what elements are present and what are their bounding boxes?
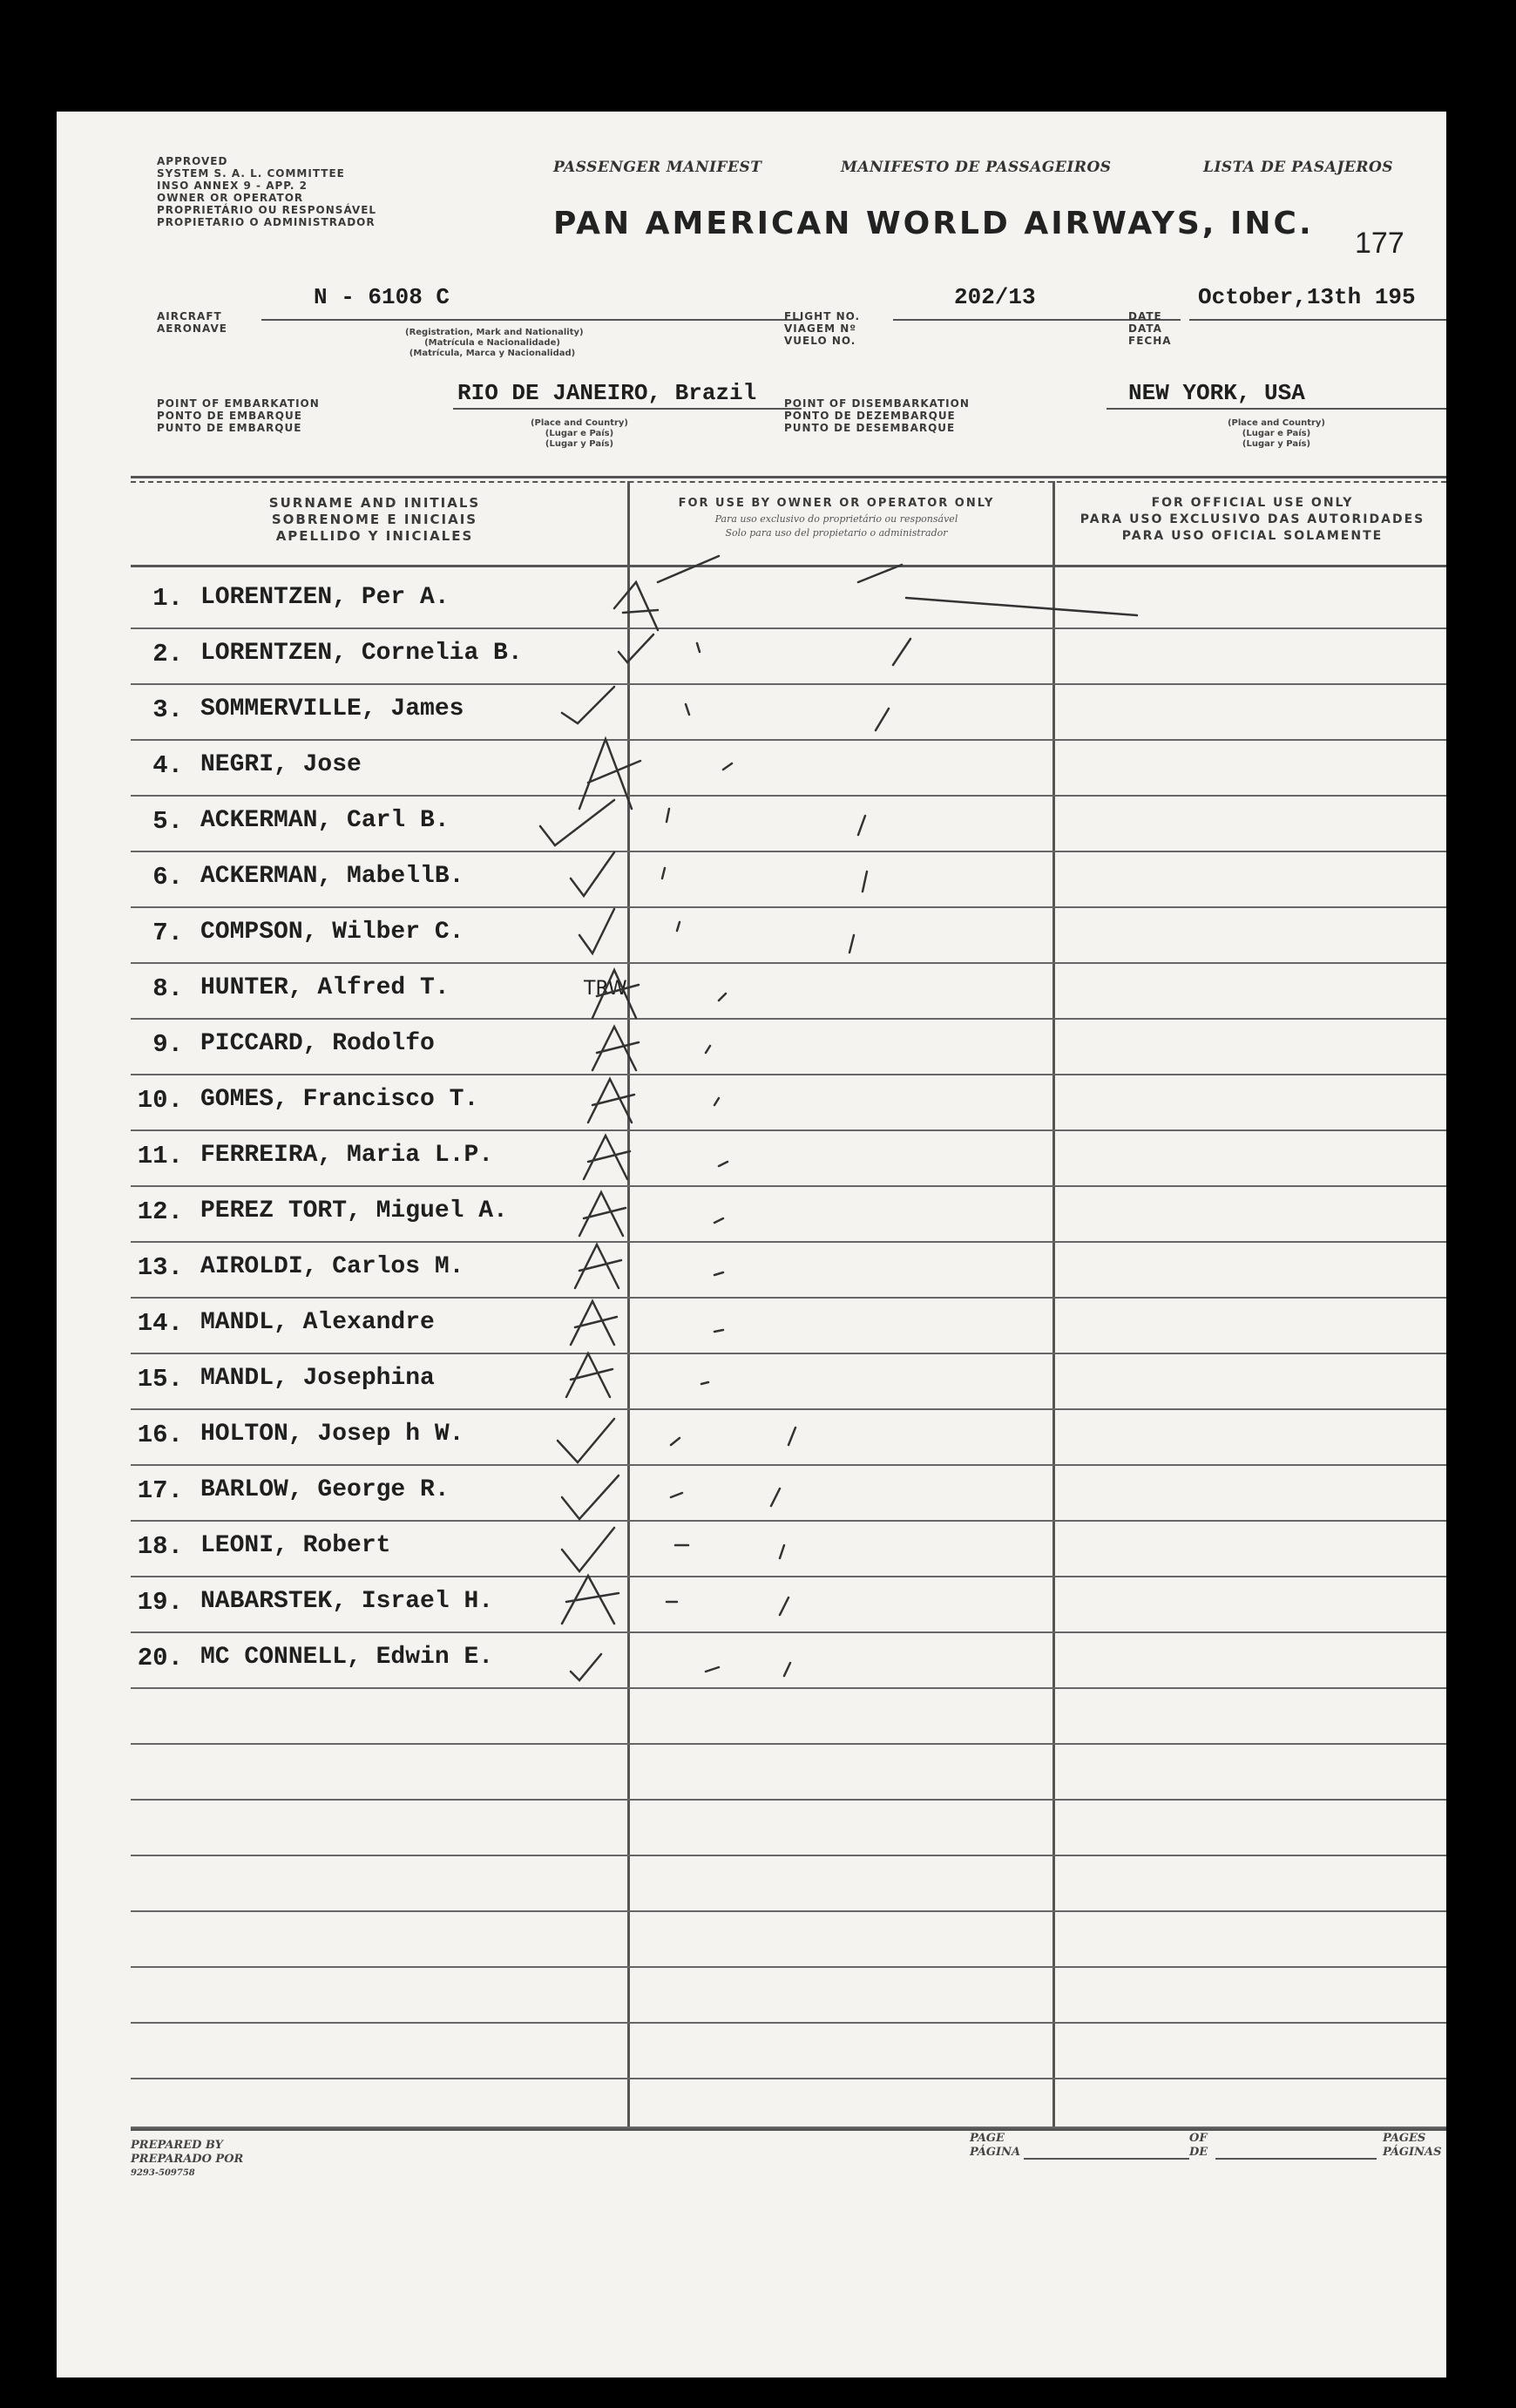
approval-line: PROPIETARIO O ADMINISTRADOR <box>157 216 376 228</box>
tick-mark-icon <box>893 639 910 665</box>
aircraft-sub-line: (Matrícula e Nacionalidade) <box>424 338 560 348</box>
prepared-label: PREPARADO POR <box>131 2153 244 2166</box>
disembarkation-label-line: PONTO DE DEZEMBARQUE <box>784 410 956 422</box>
footer-top-rule <box>131 2128 1446 2131</box>
embarkation-label-line: PONTO DE EMBARQUE <box>157 410 302 422</box>
approval-line: SYSTEM S. A. L. COMMITTEE <box>157 167 345 180</box>
handwritten-marks <box>57 112 1446 2377</box>
row-number: 9. <box>152 1030 183 1059</box>
row-number: 20. <box>137 1644 183 1672</box>
title-spanish: LISTA DE PASAJEROS <box>1203 159 1394 176</box>
date-label-line: FECHA <box>1128 335 1172 347</box>
disembarkation-sub-line: (Lugar e País) <box>1242 429 1311 438</box>
approval-line: PROPRIETÁRIO OU RESPONSÁVEL <box>157 204 377 216</box>
check-mark-icon <box>562 687 614 723</box>
aircraft-sub-line: (Matrícula, Marca y Nacionalidad) <box>409 349 576 358</box>
embarkation-label-line: POINT OF EMBARKATION <box>157 397 320 410</box>
col-header-line: APELLIDO Y INICIALES <box>275 528 474 544</box>
initial-mark-icon <box>614 582 658 630</box>
col-header-line: SURNAME AND INITIALS <box>268 495 481 511</box>
row-number: 16. <box>137 1421 183 1449</box>
approval-line: APPROVED <box>157 155 228 167</box>
manifest-page <box>57 112 1446 2377</box>
tick-mark-icon <box>780 1545 784 1558</box>
of-underline <box>1215 2158 1377 2160</box>
row-number: 19. <box>137 1588 183 1617</box>
tick-mark-icon <box>658 556 719 582</box>
passenger-name: HUNTER, Alfred T. <box>200 974 450 1001</box>
of-label-line: OF <box>1189 2132 1208 2145</box>
passenger-name: MANDL, Alexandre <box>200 1309 435 1336</box>
page-label <box>970 2132 1020 2160</box>
tick-mark-icon <box>686 704 689 715</box>
tick-mark-icon <box>701 1382 708 1384</box>
passenger-name: LEONI, Robert <box>200 1532 391 1559</box>
passenger-name: COMPSON, Wilber C. <box>200 919 464 946</box>
of-label <box>1189 2132 1208 2160</box>
tick-mark-icon <box>706 1667 719 1672</box>
check-mark-icon <box>571 852 614 896</box>
initial-mark-icon <box>584 1136 630 1179</box>
aircraft-label-line: AERONAVE <box>157 322 227 335</box>
pages-label <box>1383 2132 1441 2160</box>
date-label-line: DATE <box>1128 310 1162 322</box>
tick-mark-icon <box>697 643 700 652</box>
tick-mark-icon <box>719 994 726 1001</box>
passenger-name: PICCARD, Rodolfo <box>200 1030 435 1057</box>
passenger-name: ACKERMAN, Carl B. <box>200 807 450 834</box>
row-number: 10. <box>137 1086 183 1115</box>
tick-mark-icon <box>858 816 865 835</box>
check-mark-icon <box>579 909 614 953</box>
tick-mark-icon <box>714 1098 719 1105</box>
date-value: October,13th 195 <box>1198 284 1416 310</box>
tick-mark-icon <box>876 709 889 730</box>
disembarkation-sub-line: (Lugar y País) <box>1242 439 1311 449</box>
tick-mark-icon <box>723 763 732 770</box>
row-number: 4. <box>152 751 183 780</box>
passenger-name: NEGRI, Jose <box>200 751 362 778</box>
initial-mark-icon <box>571 1301 617 1345</box>
tick-mark-icon <box>784 1663 790 1676</box>
col-header-line: FOR USE BY OWNER OR OPERATOR ONLY <box>678 497 995 510</box>
form-code: 9293-509758 <box>131 2168 195 2178</box>
col-header-line: Para uso exclusivo do proprietário ou responsável <box>714 513 958 525</box>
embarkation-value: RIO DE JANEIRO, Brazil <box>457 380 757 406</box>
check-mark-icon <box>562 1528 614 1571</box>
of-label-line: DE <box>1189 2146 1208 2159</box>
flight-label-line: FLIGHT NO. <box>784 310 861 322</box>
initial-mark-icon <box>562 1576 619 1624</box>
flight-label-line: VIAGEM Nº <box>784 322 857 335</box>
initial-mark-icon <box>566 1353 612 1397</box>
initial-mark-icon <box>579 1192 626 1236</box>
col-header-line: FOR OFFICIAL USE ONLY <box>1151 496 1354 510</box>
tick-mark-icon <box>677 922 680 931</box>
passenger-name: NABARSTEK, Israel H. <box>200 1588 494 1615</box>
passenger-name: HOLTON, Josep h W. <box>200 1421 464 1448</box>
tick-mark-icon <box>780 1597 788 1615</box>
col-header-line: PARA USO EXCLUSIVO DAS AUTORIDADES <box>1079 512 1425 526</box>
initial-mark-icon <box>592 1027 639 1070</box>
prepared-by <box>131 2139 243 2181</box>
passenger-name: MC CONNELL, Edwin E. <box>200 1644 494 1671</box>
page-number: 177 <box>1355 227 1404 260</box>
embarkation-sub-line: (Place and Country) <box>530 418 629 428</box>
page-label-line: PAGE <box>970 2132 1005 2145</box>
tick-mark-icon <box>706 1046 710 1053</box>
check-mark-icon <box>619 634 653 662</box>
aircraft-sub-line: (Registration, Mark and Nationality) <box>405 328 584 337</box>
check-marks <box>540 556 1137 1680</box>
flight-label-line: VUELO NO. <box>784 335 856 347</box>
passenger-name: ACKERMAN, MabellB. <box>200 863 464 890</box>
tick-mark-icon <box>863 872 867 892</box>
row-number: 3. <box>152 695 183 724</box>
row-number: 15. <box>137 1365 183 1394</box>
passenger-name: BARLOW, George R. <box>200 1476 450 1503</box>
tick-mark-icon <box>788 1428 795 1445</box>
tick-mark-icon <box>719 1162 728 1166</box>
initial-mark-icon <box>579 739 640 809</box>
tick-mark-icon <box>858 565 902 582</box>
row-number: 8. <box>152 974 183 1003</box>
flight-value: 202/13 <box>954 284 1036 310</box>
embarkation-label-line: PUNTO DE EMBARQUE <box>157 422 302 434</box>
tick-mark-icon <box>667 809 669 822</box>
check-mark-icon <box>562 1475 619 1519</box>
row-number: 14. <box>137 1309 183 1338</box>
col-header-line: SOBRENOME E INICIAIS <box>271 512 478 527</box>
aircraft-value: N - 6108 C <box>314 284 450 310</box>
tick-mark-icon <box>714 1272 723 1275</box>
passenger-name: LORENTZEN, Cornelia B. <box>200 640 523 667</box>
tick-mark-icon <box>671 1493 682 1497</box>
disembarkation-label-line: PUNTO DE DESEMBARQUE <box>784 422 956 434</box>
passenger-name: FERREIRA, Maria L.P. <box>200 1142 494 1169</box>
row-number: 1. <box>152 584 183 613</box>
embarkation-sub-line: (Lugar e País) <box>545 429 614 438</box>
row-number: 5. <box>152 807 183 836</box>
passenger-name: LORENTZEN, Per A. <box>200 584 450 611</box>
passenger-name: MANDL, Josephina <box>200 1365 435 1392</box>
embarkation-sub-line: (Lugar y País) <box>545 439 614 449</box>
initial-mark-icon <box>592 970 639 1018</box>
col-header-line: Solo para uso del propietario o administrador <box>725 527 948 539</box>
title-english: PASSENGER MANIFEST <box>553 159 762 176</box>
passenger-name: AIROLDI, Carlos M. <box>200 1253 464 1280</box>
row-number: 11. <box>137 1142 183 1170</box>
row-number: 2. <box>152 640 183 668</box>
company-name: PAN AMERICAN WORLD AIRWAYS, INC. <box>553 206 1314 241</box>
tick-mark-icon <box>849 935 854 953</box>
passenger-name: PEREZ TORT, Miguel A. <box>200 1197 508 1224</box>
date-label-line: DATA <box>1128 322 1162 335</box>
pages-label-line: PAGES <box>1383 2132 1426 2145</box>
row-number: 6. <box>152 863 183 892</box>
check-mark-icon <box>540 800 614 845</box>
tick-mark-icon <box>662 868 665 878</box>
page-underline <box>1024 2158 1189 2160</box>
tick-mark-icon <box>906 598 1137 615</box>
row-number: 13. <box>137 1253 183 1282</box>
passenger-name: SOMMERVILLE, James <box>200 695 464 722</box>
disembarkation-label-line: POINT OF DISEMBARKATION <box>784 397 970 410</box>
title-portuguese: MANIFESTO DE PASSAGEIROS <box>841 159 1112 176</box>
initial-mark-icon <box>575 1245 621 1288</box>
row-number: 7. <box>152 919 183 947</box>
handwritten-note: TRW <box>584 978 627 1000</box>
check-mark-icon <box>571 1654 601 1680</box>
row-number: 12. <box>137 1197 183 1226</box>
tick-mark-icon <box>714 1218 723 1223</box>
disembarkation-value: NEW YORK, USA <box>1128 380 1305 406</box>
page-label-line: PÁGINA <box>970 2146 1021 2159</box>
row-number: 17. <box>137 1476 183 1505</box>
row-number: 18. <box>137 1532 183 1561</box>
tick-mark-icon <box>771 1489 780 1506</box>
initial-mark-icon <box>588 1079 634 1123</box>
aircraft-label-line: AIRCRAFT <box>157 310 222 322</box>
tick-mark-icon <box>671 1438 680 1445</box>
tick-mark-icon <box>714 1330 723 1332</box>
pages-label-line: PÁGINAS <box>1383 2146 1442 2159</box>
passenger-name: GOMES, Francisco T. <box>200 1086 479 1113</box>
col-header-line: PARA USO OFICIAL SOLAMENTE <box>1121 529 1384 543</box>
approval-line: INSO ANNEX 9 - APP. 2 <box>157 180 308 192</box>
prepared-label: PREPARED BY <box>131 2139 223 2152</box>
check-mark-icon <box>558 1419 614 1462</box>
approval-line: OWNER OR OPERATOR <box>157 192 304 204</box>
disembarkation-sub-line: (Place and Country) <box>1227 418 1326 428</box>
